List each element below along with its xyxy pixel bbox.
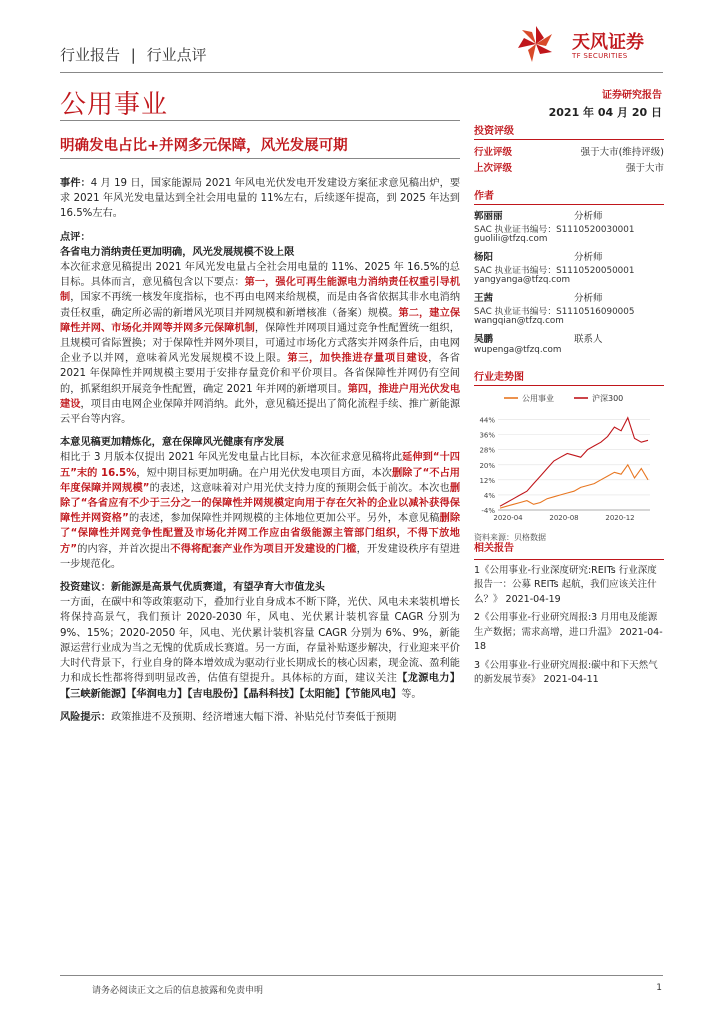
sector-title: 公用事业	[60, 90, 169, 120]
chart-source: 资料来源：贝格数据	[474, 533, 546, 542]
section3-heading	[60, 580, 460, 595]
section1-text: 本次征求意见稿提出 2021 年风光发电量占全社会用电量的 11%、2025 年 16.5%的总目标。具体而言，意见稿包含以下要点：	[60, 262, 460, 289]
industry-rating-label: 行业评级	[474, 147, 513, 158]
section1-keypoint: 第二，建立保障性并网、市场化并网等并网多元保障机制	[60, 307, 461, 334]
legend-label: 沪深300	[592, 394, 624, 403]
section2-text: 的表述，这意味着对户用光伏支持力度的预期会低于前次。本次也	[149, 482, 450, 494]
risk-paragraph	[60, 710, 460, 725]
section1-paragraph	[60, 260, 460, 427]
section1-text: ，各省 2021 年保障性并网规模主要用于安排存量竞价和平价项目。各省保障性并网仍有空间的，抓紧组织开展竞争性配置，确定 2021 年并网的新增项目。	[60, 353, 460, 395]
event-label: 事件：	[60, 178, 91, 189]
risk-text: 政策推进不及预期、经济增速大幅下滑、补贴兑付节奏低于预期	[110, 711, 397, 723]
analyst-sac: SAC 执业证书编号：S1110520030001	[474, 225, 635, 235]
comment-label: 点评：	[60, 231, 91, 243]
previous-rating-value: 强于大市	[625, 163, 664, 174]
y-tick-label: -4%	[481, 507, 495, 515]
x-tick-label: 2020-08	[549, 514, 579, 522]
section1-keypoint: 第三，加快推进存量项目建设	[287, 353, 429, 365]
analyst-email[interactable]: wupenga@tfzq.com	[474, 345, 562, 355]
event-paragraph	[60, 176, 460, 222]
section1-text: ，国家不再统一核发年度指标，也不再由电网来给规模，而是由各省依据其非水电消纳责任权重，确定所必需的新增风光项目并网规模和新增核准（备案）规模。	[60, 292, 461, 319]
logo-subtitle: TF SECURITIES	[572, 52, 628, 60]
y-tick-label: 20%	[479, 461, 495, 470]
analyst-entry	[474, 290, 664, 328]
y-tick-label: 4%	[483, 491, 495, 500]
analyst-role: 分析师	[574, 293, 603, 304]
section3-title: 新能源是高景气优质赛道，有望孕育大市值龙头	[110, 582, 325, 594]
section2-text: 的内容，并首次提出	[77, 543, 171, 555]
analyst-sac: SAC 执业证书编号：S1110520050001	[474, 266, 635, 276]
industry-rating-value: 强于大市(维持评级)	[580, 147, 664, 158]
section2-paragraph	[60, 450, 460, 572]
analyst-name: 郭丽丽	[474, 211, 503, 222]
category-primary: 行业报告	[60, 46, 121, 64]
report-body	[60, 176, 460, 725]
analyst-name: 王茜	[474, 293, 494, 304]
sector-divider	[60, 120, 460, 121]
section2-keypoint: 删除了“保障性并网竞争性配置及市场化并网工作应由省级能源主管部门组织，不得下放地方”	[60, 513, 461, 555]
risk-label: 风险提示：	[60, 711, 111, 723]
section1-keypoint: 第一，强化可再生能源电力消纳责任权重引导机制	[60, 277, 461, 304]
section1-text: ，项目由电网企业保障并网消纳。此外，意见稿还提出了简化流程手续、推广新能源云平台等内容。	[60, 398, 461, 426]
y-tick-label: 44%	[479, 416, 495, 425]
y-tick-label: 36%	[479, 431, 495, 440]
series-line	[500, 418, 648, 507]
related-report-link[interactable]: 3《公用事业-行业研究周报:碳中和下天然气的新发展节奏》 2021-04-11	[474, 659, 658, 685]
section1-title: 各省电力消纳责任更加明确，风光发展规模不设上限	[60, 246, 295, 258]
document-date: 2021 年 04 月 20 日	[548, 106, 662, 119]
section2-keypoint: 不得将配套产业作为项目开发建设的门槛	[170, 543, 357, 555]
footer-divider	[60, 975, 663, 976]
analyst-entry	[474, 331, 664, 357]
analyst-email[interactable]: guolili@tfzq.com	[474, 234, 548, 244]
related-report-link[interactable]: 1《公用事业-行业深度研究:REITs 行业深度报告一：公募 REITs 起航，我们应该关注什么？》 2021-04-19	[474, 564, 657, 605]
analyst-email[interactable]: yangyanga@tfzq.com	[474, 275, 571, 285]
analyst-email[interactable]: wangqian@tfzq.com	[474, 316, 564, 326]
logo-name: 天风证券	[572, 32, 644, 53]
rating-section-title: 投资评级	[474, 122, 664, 140]
category-secondary: 行业点评	[146, 46, 207, 64]
section2-text: 的表述，参加保障性并网规模的主体地位更加公平。另外，本意见稿	[128, 513, 440, 525]
header-divider	[60, 72, 663, 73]
related-reports	[474, 542, 664, 692]
section3-text: 一方面，在碳中和等政策驱动下，叠加行业自身成本不断下降，光伏、风电未来装机增长将保持高景气，我们预计 2020-2030 年，风电、光伏累计装机容量 CAGR 分别为 9%、15%；2020-2050 年，风电、光伏累计装机容量 CAGR 分别为 6%、9%，新能源运营行业成为当之无愧的优质成长赛道。另一方面，存量补贴逐步解决，行业迎来平价大时代背景下，行业自身的降本增效成为驱动行业长期成长的核心因素，现金流、盈利能力和成长性都将得到明显改善，估值有望提升。具体标的方面，建议关注	[60, 597, 460, 685]
x-tick-label: 2020-12	[605, 514, 635, 522]
related-reports-title: 相关报告	[474, 542, 664, 560]
analyst-entry	[474, 249, 664, 287]
y-tick-label: 28%	[479, 446, 495, 455]
analyst-entry	[474, 208, 664, 246]
section2-text: ，短中期目标更加明确。在户用光伏发电项目方面，本次	[136, 467, 392, 479]
headline-divider	[60, 158, 460, 159]
section1-keypoint: 第四，推进户用光伏发电建设	[60, 383, 461, 410]
previous-rating-label: 上次评级	[474, 163, 513, 174]
author-section-title: 作者	[474, 187, 664, 205]
legend-label: 公用事业	[522, 394, 554, 403]
analyst-name: 杨阳	[474, 252, 494, 263]
section2-keypoint: 延伸到“十四五”末的 16.5%	[60, 452, 460, 479]
series-line	[500, 465, 648, 508]
section3-text: 等。	[401, 688, 422, 700]
previous-rating-row	[474, 159, 664, 175]
category-separator: |	[130, 46, 136, 64]
x-tick-label: 2020-04	[493, 514, 523, 522]
section2-keypoint: 删除了“不占用年度保障并网规模”	[60, 467, 460, 494]
page-number: 1	[656, 983, 662, 993]
trend-chart-svg	[474, 386, 664, 528]
section2-text: ，开发建设秩序有望进一步规范化。	[60, 543, 460, 570]
analyst-role: 分析师	[574, 211, 603, 222]
related-report-link[interactable]: 2《公用事业-行业研究周报:3 月用电及能源生产数据；需求高增，进口升温》 2021-04-18	[474, 612, 663, 652]
analyst-name: 吴鹏	[474, 334, 494, 345]
report-headline: 明确发电占比+并网多元保障，风光发展可期	[60, 138, 348, 154]
chart-title: 行业走势图	[474, 368, 664, 386]
industry-trend-chart	[474, 368, 664, 543]
section1-text: ，保障性并网项目通过竞争性配置统一组织，且规模可省际置换；对于保障性并网外项目，可通过市场化方式落实并网条件后，由电网企业予以并网，意味着风光发展规模不设上限。	[60, 322, 460, 365]
stock-recommendations: 【龙源电力】【三峡新能源】【华润电力】【吉电股份】【晶科科技】【太阳能】【节能风电】	[60, 673, 461, 700]
investment-label: 投资建议：	[60, 582, 111, 594]
y-tick-label: 12%	[479, 476, 495, 485]
analyst-sac: SAC 执业证书编号：S1110516090005	[474, 307, 635, 317]
industry-rating-row	[474, 143, 664, 159]
section2-keypoint: 删除了“各省应有不少于三分之一的保障性并网规模定向用于存在欠补的企业以减补获得保障性并网资格”	[60, 482, 460, 525]
section2-title: 本意见稿更加精炼化，意在保障风光健康有序发展	[60, 437, 285, 449]
event-text: 4 月 19 日，国家能源局 2021 年风电光伏发电开发建设方案征求意见稿出炉，要求 2021 年风光发电量达到全社会用电量的 11%左右，后续逐年提高，到 2025 年达到 16.5%左右。	[60, 178, 461, 220]
footer-disclaimer: 请务必阅读正文之后的信息披露和免责申明	[92, 986, 264, 996]
sidebar	[474, 122, 664, 357]
analyst-role: 分析师	[574, 252, 603, 263]
analyst-role: 联系人	[574, 334, 603, 345]
section2-text: 相比于 3 月版本仅提出 2021 年风光发电量占比目标，本次征求意见稿将此	[60, 452, 403, 464]
section3-paragraph	[60, 595, 460, 701]
report-category	[60, 44, 207, 65]
document-type: 证券研究报告	[602, 90, 662, 101]
